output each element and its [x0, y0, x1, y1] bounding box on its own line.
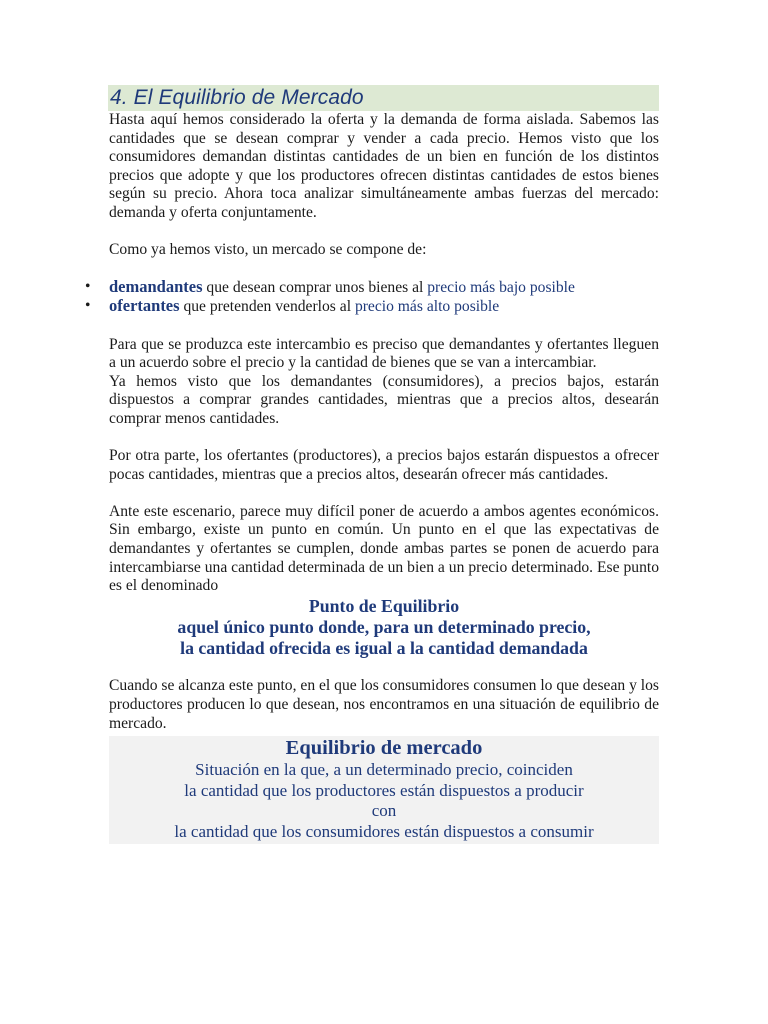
market-equilibrium-line-4: la cantidad que los consumidores están dispuestos a consumir: [174, 821, 594, 841]
document-page: [85, 85, 659, 844]
market-composition-paragraph: Como ya hemos visto, un mercado se compone de:: [109, 241, 427, 259]
section-heading: 4. El Equilibrio de Mercado: [110, 86, 364, 109]
equilibrium-point-definition: [109, 596, 659, 659]
bullet-icon: •: [85, 277, 91, 295]
scenario-paragraph: Ante este escenario, parece muy difícil poner de acuerdo a ambos agentes económicos. Sin embargo, existe un punto en común. Un punto en el que las expectativas de demandantes y ofertantes se cumplen, donde ambas partes se ponen de acuerdo para intercambiarse una cantidad determinada de un bien a un precio determinado. Ese punto es el denominado: [109, 502, 659, 595]
market-equilibrium-line-3: con: [371, 801, 397, 821]
market-equilibrium-line-2: la cantidad que los productores están dispuestos a producir: [184, 780, 584, 800]
bullet-icon: •: [85, 297, 91, 315]
list-item-ofertantes: [85, 296, 659, 317]
market-equilibrium-definition-box: [109, 736, 659, 844]
highlight-lowest-price: precio más bajo posible: [427, 278, 575, 296]
list-item-demandantes: [85, 276, 659, 298]
section-heading-band: [108, 85, 659, 111]
highlight-highest-price: precio más alto posible: [354, 298, 500, 316]
supply-behavior-paragraph: Por otra parte, los ofertantes (productores), a precios bajos estarán dispuestos a ofrecer pocas cantidades, mientras que a precios altos, desearán ofrecer más cantidades.: [109, 447, 659, 483]
list-item-text: que desean comprar unos bienes al: [202, 278, 428, 296]
equilibrium-point-line-1: aquel único punto donde, para un determinado precio,: [177, 616, 591, 637]
demand-behavior-paragraph: Ya hemos visto que los demandantes (consumidores), a precios bajos, estarán dispuestos a comprar grandes cantidades, mientras que a precios altos, desearán comprar menos cantidades.: [109, 372, 659, 427]
equilibrium-point-title: Punto de Equilibrio: [308, 595, 460, 616]
market-agents-list: [85, 276, 659, 317]
market-equilibrium-title: Equilibrio de mercado: [285, 737, 483, 760]
list-item-text: que pretenden venderlos al: [179, 298, 355, 316]
intro-paragraph: Hasta aquí hemos considerado la oferta y la demanda de forma aislada. Sabemos las cantidades que se desean comprar y vender a cada precio. Hemos visto que los consumidores demandan distintas cantidades de un bien en función de los distintos precios que adopte y que los productores ofrecen distintas cantidades de estos bienes según su precio. Ahora toca analizar simultáneamente ambas fuerzas del mercado: demanda y oferta conjuntamente.: [109, 111, 659, 221]
equilibrium-point-line-2: la cantidad ofrecida es igual a la cantidad demandada: [180, 637, 588, 658]
equilibrium-paragraph: Cuando se alcanza este punto, en el que los consumidores consumen lo que desean y los productores producen lo que desean, nos encontramos en una situación de equilibrio de mercado.: [109, 677, 659, 732]
agreement-paragraph: Para que se produzca este intercambio es preciso que demandantes y ofertantes lleguen a un acuerdo sobre el precio y la cantidad de bienes que se van a intercambiar.: [109, 335, 659, 372]
term-ofertantes: ofertantes: [109, 296, 180, 316]
market-equilibrium-line-1: Situación en la que, a un determinado precio, coinciden: [195, 760, 573, 780]
term-demandantes: demandantes: [109, 276, 203, 296]
